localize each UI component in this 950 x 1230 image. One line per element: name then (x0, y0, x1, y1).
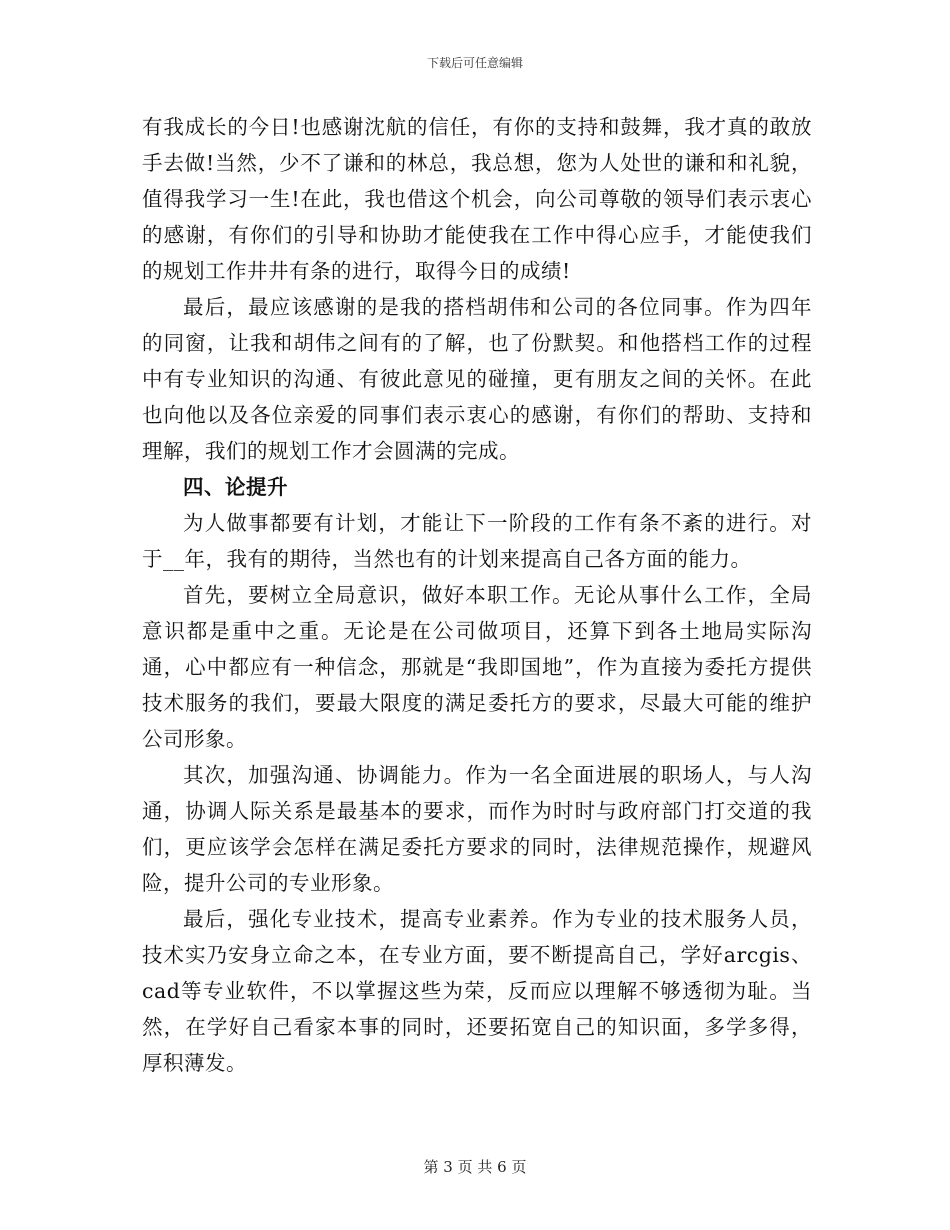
paragraph-plan-last: 最后，强化专业技术，提高专业素养。作为专业的技术服务人员，技术实乃安身立命之本，在专业方面，要不断提高自己，学好arcgis、cad等专业软件，不以掌握这些为荣，反而应以理解不够透彻为耻。当然，在学好自己看家本事的同时，还要拓宽自己的知识面，多学多得，厚积薄发。 (142, 907, 812, 1075)
page-header: 下载后可任意编辑 (426, 56, 523, 70)
paragraph-plan-intro: 为人做事都要有计划，才能让下一阶段的工作有条不紊的进行。对于__年，我有的期待，当然也有的计划来提高自己各方面的能力。 (142, 511, 812, 571)
page-footer: 第 3 页 共 6 页 (423, 1158, 527, 1176)
paragraph-plan-second: 其次，加强沟通、协调能力。作为一名全面进展的职场人，与人沟通，协调人际关系是最基本的要求，而作为时时与政府部门打交道的我们，更应该学会怎样在满足委托方要求的同时，法律规范操作，规避风险，提升公司的专业形象。 (142, 763, 812, 895)
section-heading: 四、论提升 (183, 475, 288, 499)
paragraph-gratitude-leaders: 有我成长的今日!也感谢沈航的信任，有你的支持和鼓舞，我才真的敢放手去做!当然，少不了谦和的林总，我总想，您为人处世的谦和和礼貌，值得我学习一生!在此，我也借这个机会，向公司尊敬的领导们表示衷心的感谢，有你们的引导和协助才能使我在工作中得心应手，才能使我们的规划工作井井有条的进行，取得今日的成绩! (142, 115, 812, 283)
paragraph-plan-first: 首先，要树立全局意识，做好本职工作。无论从事什么工作，全局意识都是重中之重。无论是在公司做项目，还算下到各土地局实际沟通，心中都应有一种信念，那就是“我即国地”，作为直接为委托方提供技术服务的我们，要最大限度的满足委托方的要求，尽最大可能的维护公司形象。 (142, 583, 812, 751)
paragraph-gratitude-colleagues: 最后，最应该感谢的是我的搭档胡伟和公司的各位同事。作为四年的同窗，让我和胡伟之间有的了解，也了份默契。和他搭档工作的过程中有专业知识的沟通、有彼此意见的碰撞，更有朋友之间的关怀。在此也向他以及各位亲爱的同事们表示衷心的感谢，有你们的帮助、支持和理解，我们的规划工作才会圆满的完成。 (142, 295, 812, 463)
document-body (142, 109, 812, 1081)
